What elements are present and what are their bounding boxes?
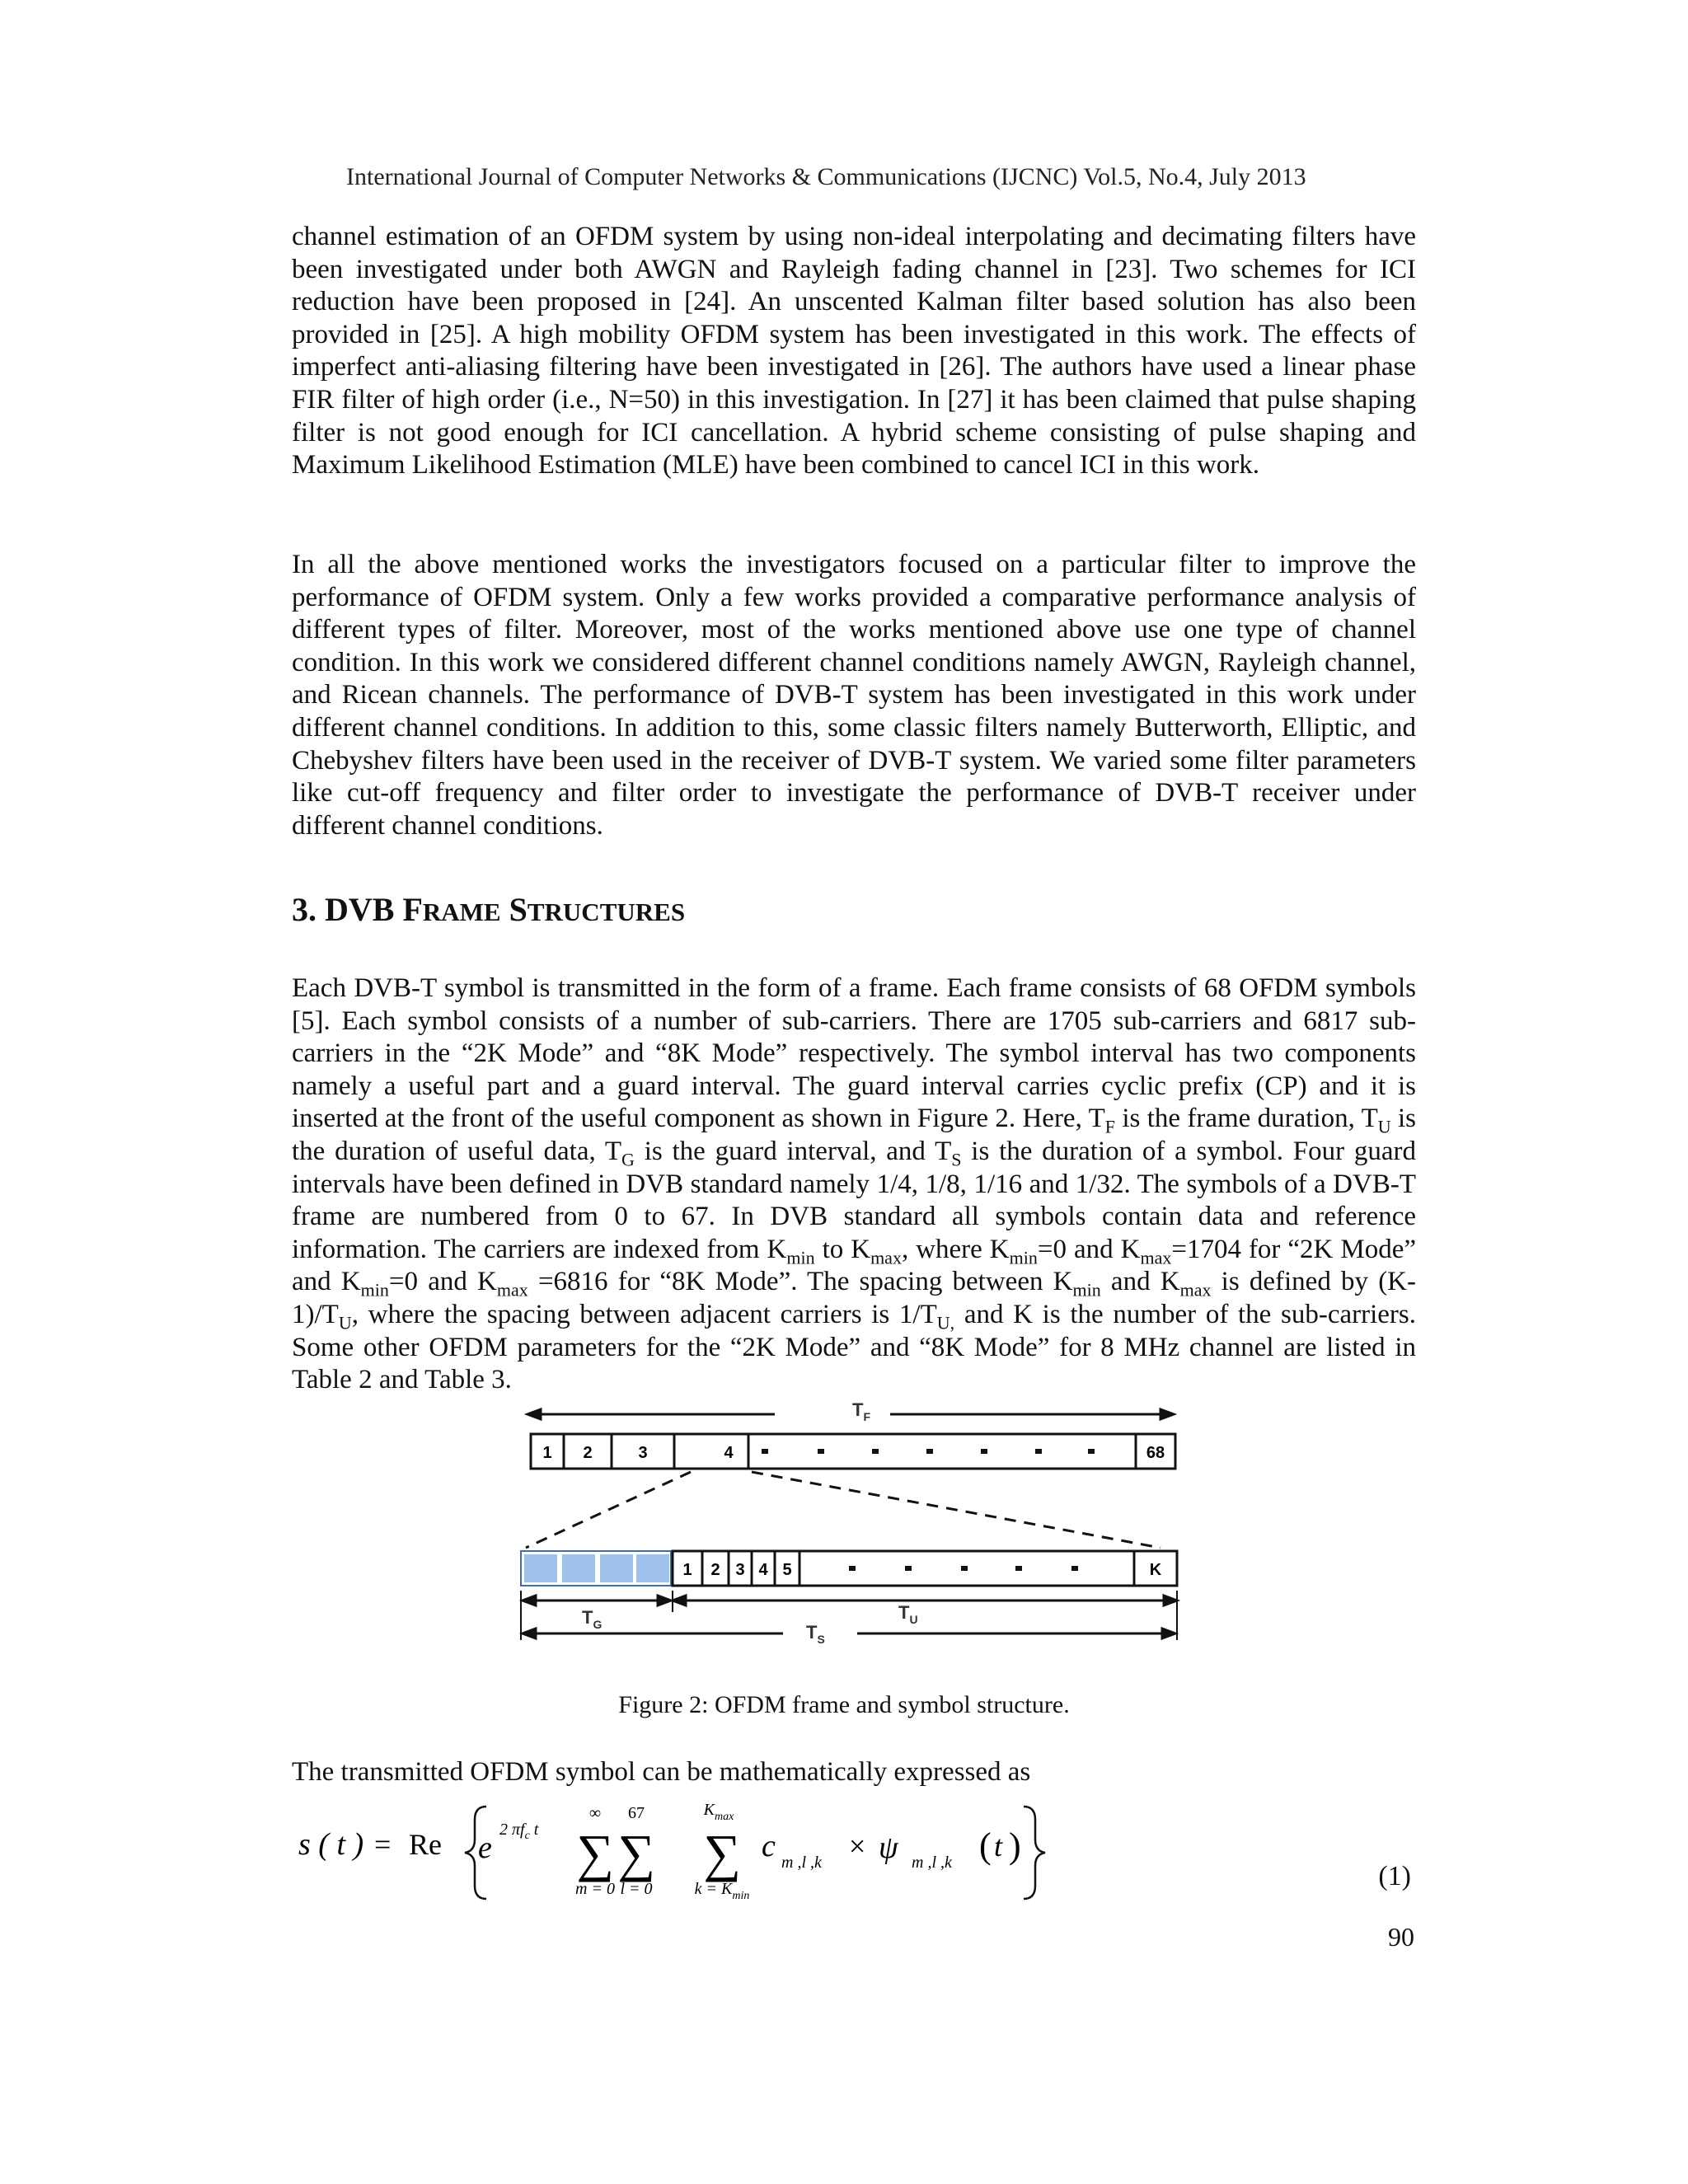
tg-label: $T_G$: [582, 1607, 603, 1631]
paragraph-3: Each DVB-T symbol is transmitted in the form of a frame. Each frame consists of 68 OFDM symbols [5]. Each symbol consists of a number of sub-carriers. There are 1705 sub-carriers and 6817 sub-carriers in the “2K Mode” and “8K Mode” respectively. The symbol interval has two components namely a useful part and a guard interval. The guard interval carries cyclic prefix (CP) and it is inserted at the front of the useful component as shown in Figure 2. Here, $T_F$ is the frame duration, $T_U$ is the duration of useful data, $T_G$ is the guard interval, and $T_S$ is the duration of a symbol. Four guard intervals have been defined in DVB standard namely 1/4, 1/8, 1/16 and 1/32. The symbols of a DVB-T frame are numbered from 0 to 67. In DVB standard all symbols contain data and reference information. The carriers are indexed from $K_{min}$ to $K_{max}$, where $K_{min}=0$ and $K_{max}=1704$ for “2K Mode” and $K_{min}=0$ and $K_{max} =6816$ for “8K Mode”. The spacing between $K_{min}$ and $K_{max}$ is defined by $(K-1)/T_U$, where the spacing between adjacent carriers is $1/T_{U,}$ and K is the number of the sub-carriers. Some other OFDM parameters for the “2K Mode” and “8K Mode” for 8 MHz channel are listed in Table 2 and Table 3.: [292, 973, 1417, 1395]
eq-paren-open: (: [979, 1825, 992, 1866]
equation-intro: The transmitted OFDM symbol can be mathematically expressed as: [292, 1757, 1031, 1787]
section-heading: 3. DVB FRAME STRUCTURES: [292, 891, 686, 928]
symbol-cell-2: 2: [710, 1561, 720, 1579]
eq-times: ×: [849, 1830, 866, 1863]
sum2-top: 67: [628, 1804, 645, 1822]
eq-re: Re: [409, 1828, 442, 1861]
paragraph-2: In all the above mentioned works the investigators focused on a particular filter to improve the performance of OFDM system. Only a few works provided a comparative performance analysis of different types of filter. Moreover, most of the works mentioned above use one type of channel condition. In this work we considered different channel conditions namely AWGN, Rayleigh channel, and Ricean channels. The performance of DVB-T system has been investigated in this work under different channel conditions. In addition to this, some classic filters namely Butterworth, Elliptic, and Chebyshev filters have been used in the receiver of DVB-T system. We varied some filter parameters like cut-off frequency and filter order to investigate the performance of DVB-T receiver under different channel conditions.: [292, 550, 1416, 841]
ts-label: $T_S$: [806, 1622, 825, 1646]
frame-cell-68: 68: [1146, 1444, 1165, 1462]
ofdm-frame-figure: [511, 1396, 1195, 1660]
running-header: International Journal of Computer Networks & Communications (IJCNC) Vol.5, No.4, July 2013: [346, 163, 1306, 190]
expansion-lines: [526, 1472, 1160, 1548]
guard-interval: [521, 1551, 671, 1586]
eq-equals: =: [374, 1828, 392, 1861]
tf-label: $T_F$: [852, 1399, 871, 1423]
eq-c-sub: m ,l ,k: [781, 1854, 822, 1872]
sum1-bottom: m = 0: [575, 1880, 615, 1898]
symbol-row: [673, 1551, 1177, 1586]
figure-caption: Figure 2: OFDM frame and symbol structure.: [618, 1691, 1070, 1718]
eq-c: c: [762, 1829, 776, 1863]
frame-cell-1: 1: [542, 1444, 552, 1462]
eq-paren-close: ): [1009, 1825, 1021, 1866]
symbol-cell-4: 4: [758, 1561, 768, 1579]
equation-number: (1): [1378, 1861, 1411, 1891]
tf-arrow: [528, 1409, 1174, 1419]
eq-psi: ψ: [879, 1830, 898, 1865]
sum3-top: $K_{max}$: [703, 1801, 734, 1823]
sum2-bottom: l = 0: [620, 1880, 653, 1898]
eq-exponent: 2 $\pi f_c$ t: [499, 1821, 539, 1842]
sum3-symbol: ∑: [703, 1824, 741, 1882]
eq-exp-base: e: [478, 1830, 492, 1865]
frame-cell-2: 2: [583, 1444, 593, 1462]
frame-cell-3: 3: [638, 1444, 648, 1462]
sum1-top: ∞: [588, 1804, 602, 1822]
sum1-symbol: ∑: [576, 1824, 614, 1882]
equation-1: [292, 1795, 1446, 1902]
symbol-cell-3: 3: [735, 1561, 745, 1579]
tu-label: $T_U$: [898, 1602, 918, 1626]
frame-cell-4: 4: [724, 1444, 734, 1462]
eq-psi-sub: m ,l ,k: [912, 1854, 952, 1872]
sum2-symbol: ∑: [617, 1824, 655, 1882]
frame-row: [531, 1434, 1175, 1469]
right-brace: [1024, 1807, 1045, 1899]
symbol-cell-5: 5: [782, 1561, 792, 1579]
eq-lhs: s ( t ): [298, 1827, 364, 1862]
sum3-bottom: $k = K_{min}$: [694, 1880, 750, 1902]
eq-arg: t: [994, 1830, 1003, 1863]
page-number: 90: [1388, 1922, 1414, 1952]
paragraph-1: channel estimation of an OFDM system by using non-ideal interpolating and decimating filters have been investigated under both AWGN and Rayleigh fading channel in [23]. Two schemes for ICI reduction have been proposed in [24]. An unscented Kalman filter based solution has also been provided in [25]. A high mobility OFDM system has been investigated in this work. The effects of imperfect anti-aliasing filtering have been investigated in [26]. The authors have used a linear phase FIR filter of high order (i.e., N=50) in this investigation. In [27] it has been claimed that pulse shaping filter is not good enough for ICI cancellation. A hybrid scheme consisting of pulse shaping and Maximum Likelihood Estimation (MLE) have been combined to cancel ICI in this work.: [292, 222, 1416, 480]
ts-arrow: [523, 1629, 1175, 1638]
symbol-cell-k: K: [1149, 1561, 1162, 1579]
symbol-dots: [849, 1566, 1078, 1571]
symbol-cell-1: 1: [682, 1561, 692, 1579]
